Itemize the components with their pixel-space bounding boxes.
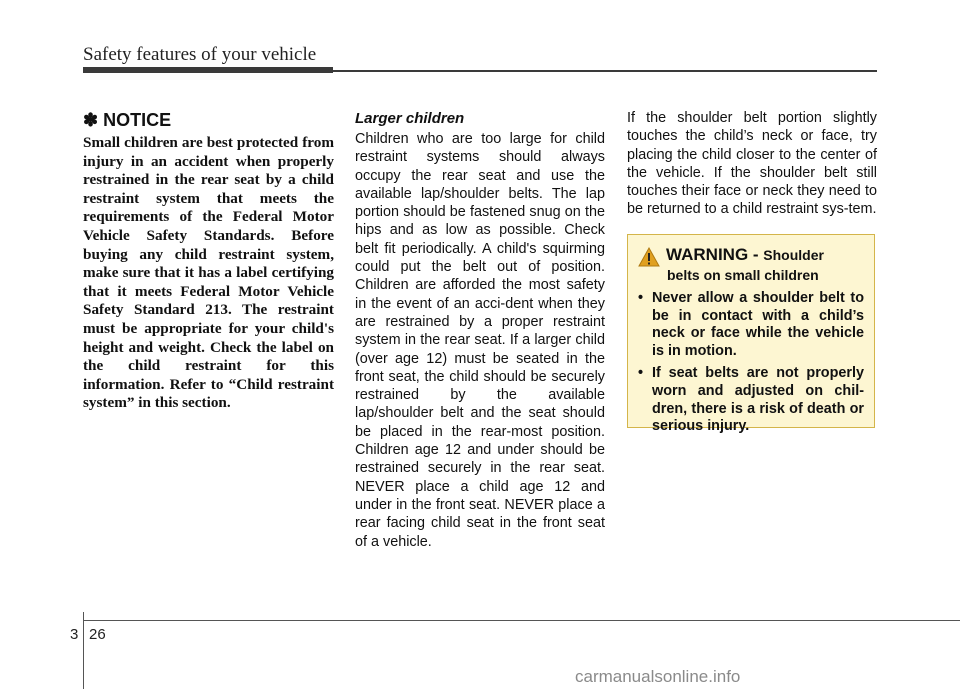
warning-triangle-icon <box>638 247 660 267</box>
notice-column <box>83 110 334 413</box>
shoulder-belt-column <box>627 110 877 219</box>
warning-box <box>627 234 875 435</box>
notice-heading-text: NOTICE <box>103 110 172 130</box>
header-rule-thin <box>333 70 877 72</box>
warning-title <box>666 245 824 265</box>
watermark: carmanualsonline.info <box>575 667 741 686</box>
warning-item: • Never allow a shoulder belt to be in contact with a child’s neck or face while the vehicle is in motion. <box>638 290 864 359</box>
notice-star-icon: ✽ <box>83 110 99 130</box>
header-rule-thick <box>83 67 333 73</box>
warning-word: WARNING - <box>666 245 764 264</box>
notice-heading <box>83 110 334 131</box>
page-number: 26 <box>89 626 106 643</box>
warning-title-line2: belts on small children <box>667 267 819 283</box>
footer-horizontal-rule <box>83 620 960 621</box>
warning-list <box>638 290 864 436</box>
larger-children-body: Children who are too large for child restraint systems should always occupy the rear seat and use the available lap/shoulder belts. The lap portion should be fastened snug on the hips and as low as possible. Check belt fit periodically. A child's squirming could put the belt out of position. Children are afforded the most safety in the event of an acci-dent when they are restrained by a proper restraint system in the rear seat. If a larger child (over age 12) must be seated in the front seat, the child should be securely restrained by the available lap/shoulder belt and the seat should be placed in the rear-most position. Children age 12 and under should be restrained securely in the rear seat. NEVER place a child age 12 and under in the front seat. NEVER place a rear facing child seat in the front seat of a vehicle. <box>355 131 605 550</box>
shoulder-belt-body: If the shoulder belt portion slightly touches the child’s neck or face, try placing the child closer to the center of the vehicle. If the shoulder belt still touches their face or neck they need to be returned to a child restraint sys-tem. <box>627 110 877 218</box>
footer-vertical-rule <box>83 612 84 689</box>
bullet: • <box>638 290 644 306</box>
bullet: • <box>638 365 644 382</box>
chapter-number: 3 <box>70 626 79 643</box>
larger-children-column <box>355 110 605 551</box>
page-header-title: Safety features of your vehicle <box>83 44 317 65</box>
warning-head <box>638 245 864 267</box>
larger-children-heading: Larger children <box>355 110 465 127</box>
notice-body: Small children are best protected from injury in an accident when properly restrained in the rear seat by a child restraint system that meets the requirements of the Federal Motor Vehicle Safety Standards. Before buying any child restraint system, make sure that it has a label certifying that it meets Federal Motor Vehicle Safety Standard 213. The restraint must be appropriate for your child's height and weight. Check the label on the child restraint for this information. Refer to “Child restraint system” in this section. <box>83 134 334 412</box>
warning-item: • If seat belts are not properly worn and adjusted on chil-dren, there is a risk of death or serious injury. <box>638 365 864 435</box>
warning-title-line1: Shoulder <box>763 247 824 263</box>
